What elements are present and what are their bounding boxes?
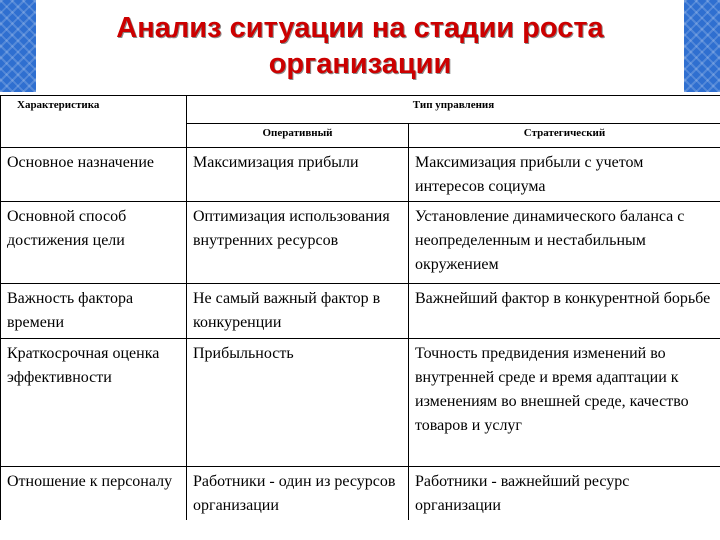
table-row (1, 148, 720, 202)
table-row (1, 467, 720, 521)
header-operational: Оперативный (187, 124, 409, 148)
bottom-margin (0, 520, 720, 540)
cell-operational: Прибыльность (187, 339, 409, 467)
right-decor-band (684, 0, 720, 92)
header-characteristic: Характеристика (1, 96, 187, 148)
title-area (36, 0, 684, 92)
cell-characteristic: Краткосрочная оценка эффективности (1, 339, 187, 467)
header-strategic: Стратегический (409, 124, 720, 148)
cell-characteristic: Основной способ достижения цели (1, 202, 187, 284)
cell-strategic: Максимизация прибыли с учетом интересов социума (409, 148, 720, 202)
table-row (1, 202, 720, 284)
cell-strategic: Важнейший фактор в конкурентной борьбе (409, 284, 720, 339)
header-management-type: Тип управления (187, 96, 720, 124)
header-row-1 (1, 96, 720, 124)
cell-characteristic: Важность фактора времени (1, 284, 187, 339)
slide-title-line1: Анализ ситуации на стадии роста (116, 12, 604, 44)
slide-title (116, 10, 603, 82)
cell-characteristic: Отношение к персоналу (1, 467, 187, 521)
comparison-table (0, 95, 720, 521)
cell-strategic: Установление динамического баланса с неопределенным и нестабильным окружением (409, 202, 720, 284)
cell-operational: Максимизация прибыли (187, 148, 409, 202)
cell-characteristic: Основное назначение (1, 148, 187, 202)
cell-operational: Работники - один из ресурсов организации (187, 467, 409, 521)
cell-operational: Не самый важный фактор в конкуренции (187, 284, 409, 339)
left-decor-band (0, 0, 36, 92)
table-row (1, 284, 720, 339)
cell-operational: Оптимизация использования внутренних ресурсов (187, 202, 409, 284)
cell-strategic: Точность предвидения изменений во внутренней среде и время адаптации к изменениям во внешней среде, качество товаров и услуг (409, 339, 720, 467)
slide-title-line2: организации (268, 48, 452, 80)
table-row (1, 339, 720, 467)
cell-strategic: Работники - важнейший ресурс организации (409, 467, 720, 521)
